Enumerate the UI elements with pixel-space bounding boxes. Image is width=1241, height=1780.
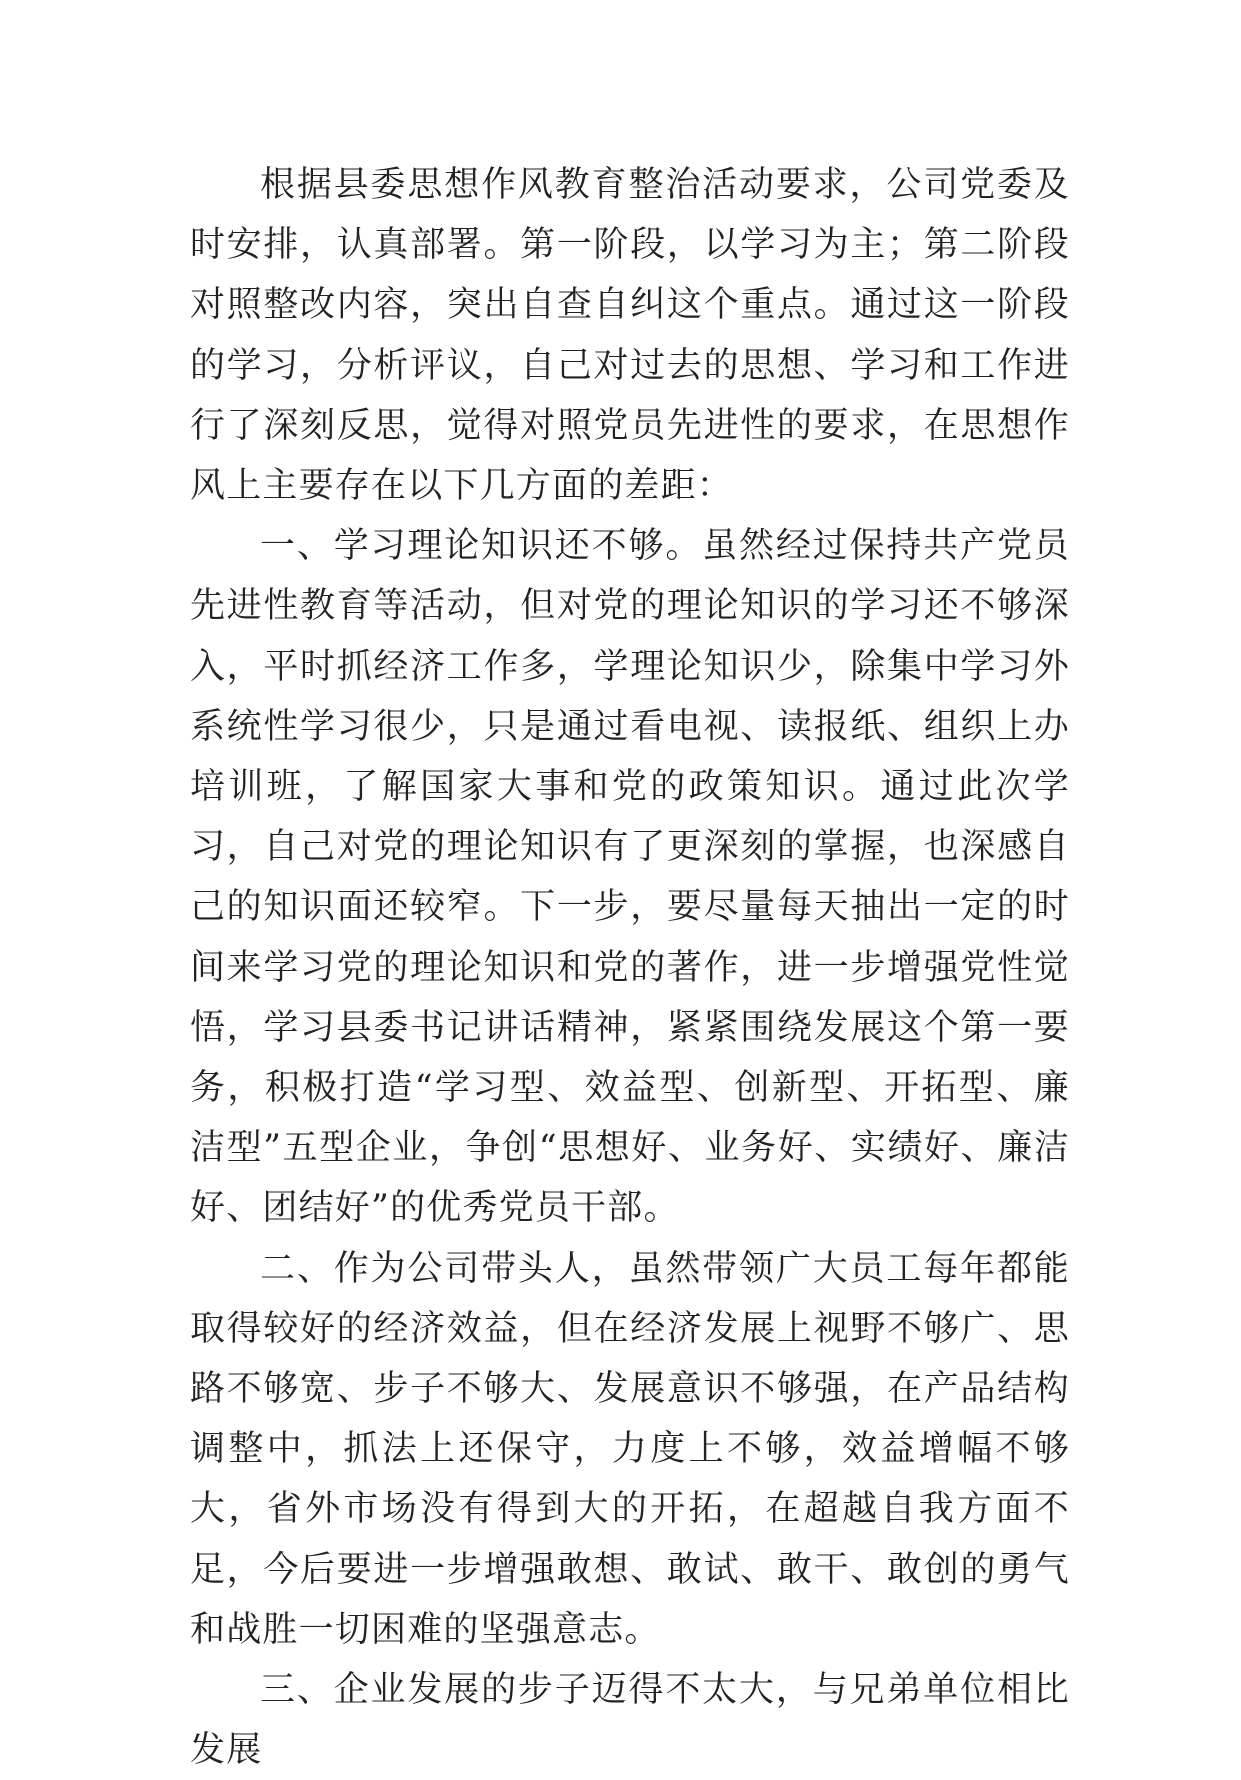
paragraph-point-two: 二、作为公司带头人，虽然带领广大员工每年都能取得较好的经济效益，但在经济发展上视野不够广、思路不够宽、步子不够大、发展意识不够强，在产品结构调整中，抓法上还保守，力度上不够，效益增幅不够大，省外市场没有得到大的开拓，在超越自我方面不足，今后要进一步增强敢想、敢试、敢干、敢创的勇气和战胜一切困难的坚强意志。	[190, 1248, 1070, 1650]
paragraph-point-three: 三、企业发展的步子迈得不太大，与兄弟单位相比发展	[190, 1670, 1070, 1771]
paragraph-intro: 根据县委思想作风教育整治活动要求，公司党委及时安排，认真部署。第一阶段，以学习为主；第二阶段对照整改内容，突出自查自纠这个重点。通过这一阶段的学习，分析评议，自己对过去的思想、学习和工作进行了深刻反思，觉得对照党员先进性的要求，在思想作风上主要存在以下几方面的差距：	[190, 165, 1070, 507]
document-body	[190, 155, 1070, 1780]
paragraph-point-one: 一、学习理论知识还不够。虽然经过保持共产党员先进性教育等活动，但对党的理论知识的学习还不够深入，平时抓经济工作多，学理论知识少，除集中学习外系统性学习很少，只是通过看电视、读报纸、组织上办培训班，了解国家大事和党的政策知识。通过此次学习，自己对党的理论知识有了更深刻的掌握，也深感自己的知识面还较窄。下一步，要尽量每天抽出一定的时间来学习党的理论知识和党的著作，进一步增强党性觉悟，学习县委书记讲话精神，紧紧围绕发展这个第一要务，积极打造“学习型、效益型、创新型、开拓型、廉洁型”五型企业，争创“思想好、业务好、实绩好、廉洁好、团结好”的优秀党员干部。	[190, 526, 1070, 1229]
